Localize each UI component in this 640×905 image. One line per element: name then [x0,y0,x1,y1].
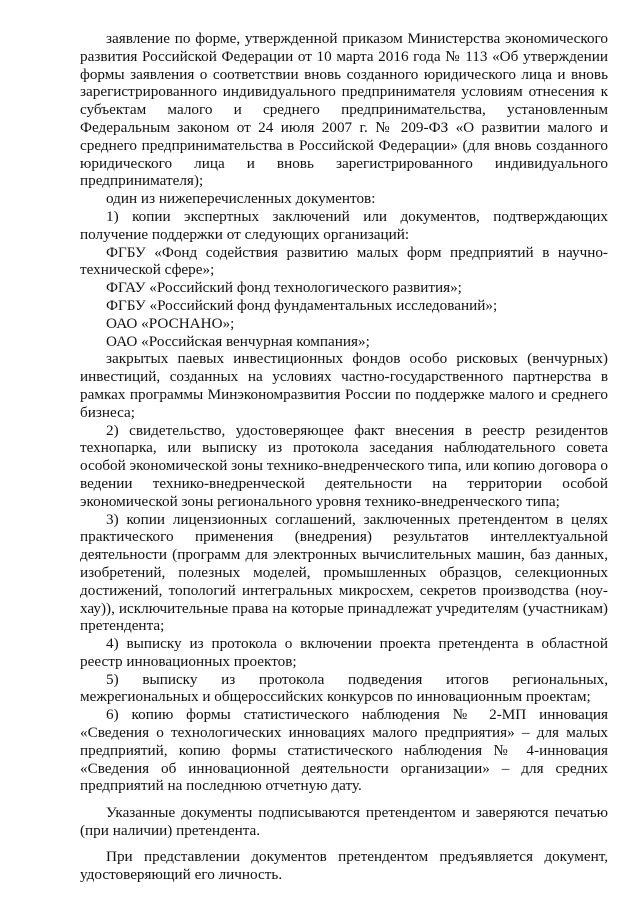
paragraph-fgbu-fund-assistance: ФГБУ «Фонд содействия развитию малых форм предприятий в научно-технической сфере»; [80,243,608,279]
paragraph-one-of-documents: один из нижеперечисленных документов: [106,190,376,208]
paragraph-fgbu-research-fund: ФГБУ «Российский фонд фундаментальных исследований»; [106,296,498,314]
paragraph-item-2: 2) свидетельство, удостоверяющее факт внесения в реестр резидентов технопарка, или выписку из протокола заседания наблюдательного совета особой экономической зоны технико-внедренческого типа, или копию договора о ведении технико-внедренческой деятельности на территории особой экономической зоны регионального уровня технико-внедренческого типа; [80,421,608,510]
paragraph-rosnano: ОАО «РОСНАНО»; [106,314,235,332]
paragraph-signed-documents: Указанные документы подписываются претендентом и заверяются печатью (при наличии) претендента. [80,804,608,840]
paragraph-item-6: 6) копию формы статистического наблюдения № 2-МП инновация «Сведения о технологических инновациях малого предприятия» – для малых предприятий, копию формы статистического наблюдения № 4-инновация «Сведения об инновационной деятельности организации» – для средних предприятий на последнюю отчетную дату. [80,706,608,795]
paragraph-fgau-tech-fund: ФГАУ «Российский фонд технологического развития»; [106,279,462,297]
paragraph-closed-funds: закрытых паевых инвестиционных фондов особо рисковых (венчурных) инвестиций, созданных на условиях частно-государственного партнерства в рамках программы Минэкономразвития России по поддержке малого и среднего бизнеса; [80,350,608,421]
paragraph-venture-company: ОАО «Российская венчурная компания»; [106,332,370,350]
document-page [80,30,608,883]
paragraph-item-3: 3) копии лицензионных соглашений, заключенных претендентом в целях практического применения (внедрения) результатов интеллектуальной деятельности (программ для электронных вычислительных машин, баз данных, изобретений, полезных моделей, промышленных образцов, селекционных достижений, топологий интегральных микросхем, секретов производства (ноу-хау)), исключительные права на которые принадлежат учредителям (участникам) претендента; [80,510,608,635]
paragraph-item-1: 1) копии экспертных заключений или документов, подтверждающих получение поддержки от следующих организаций: [80,207,608,243]
paragraph-identity-document: При представлении документов претендентом предъявляется документ, удостоверяющий его личность. [80,847,608,883]
paragraph-item-4: 4) выписку из протокола о включении проекта претендента в областной реестр инновационных проектов; [80,635,608,670]
paragraph-application-form: заявление по форме, утвержденной приказом Министерства экономического развития Российской Федерации от 10 марта 2016 года № 113 «Об утверждении формы заявления о соответствии вновь созданного юридического лица и вновь зарегистрированного индивидуального предпринимателя условиям отнесения к субъектам малого и среднего предпринимательства, установленным Федеральным законом от 24 июля 2007 г. № 209-ФЗ «О развитии малого и среднего предпринимательства в Российской Федерации» (для вновь созданного юридического лица и вновь зарегистрированного индивидуального предпринимателя); [80,30,608,190]
paragraph-item-5: 5) выписку из протокола подведения итогов региональных, межрегиональных и общероссийских конкурсов по инновационным проектам; [80,670,608,706]
